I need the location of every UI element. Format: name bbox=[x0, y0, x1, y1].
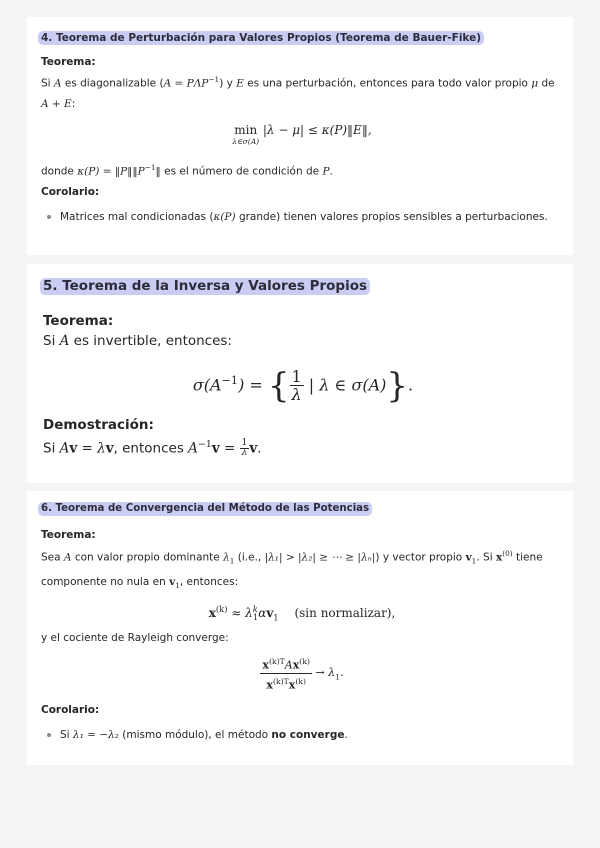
theorem-text: Sea A con valor propio dominante $\lambda_1$ (i.e., |λ₁| > |λ₂| ≥ ⋯ ≥ |λₙ|) y vector propio $v_1$. Si $x^{(0)}$ tiene componente no nula en $v_1$, entonces: bbox=[41, 549, 543, 590]
corollary-label: Corolario: bbox=[41, 704, 100, 717]
inverse-spectrum-formula: $\sigma(A^{-1})$ = { $\frac{1}{\lambda}$ | λ ∈ σ(A)}. bbox=[192, 365, 414, 406]
condition-number-text: donde $\kappa(P) = ‖P‖‖P^{-1}‖$ es el número de condición de P. bbox=[41, 162, 333, 177]
section-4-title: 4. Teorema de Perturbación para Valores Propios (Teorema de Bauer-Fike) bbox=[38, 31, 484, 45]
theorem-label: Teorema: bbox=[43, 313, 114, 329]
theorem-label: Teorema: bbox=[41, 529, 96, 541]
theorem-label: Teorema: bbox=[41, 56, 96, 68]
section-5-title: 5. Teorema de la Inversa y Valores Propios bbox=[40, 278, 370, 295]
section-5-card bbox=[27, 264, 573, 483]
diag-formula: A = PΛP bbox=[163, 77, 209, 90]
rayleigh-quotient-formula: $\frac{x^{(k)T}Ax^{(k)}}{x^{(k)T}x^{(k)}}$ → $\lambda_1$. bbox=[41, 654, 563, 692]
list-item: Si λ₁ = −λ₂ (mismo módulo), el método no converge. bbox=[41, 729, 563, 741]
section-6-card bbox=[27, 491, 573, 765]
corollary-label: Corolario: bbox=[41, 186, 100, 198]
rayleigh-text: y el cociente de Rayleigh converge: bbox=[41, 632, 229, 645]
power-iteration-formula: $x^{(k)} \approx \lambda^k_1\alpha v_1$ (sin normalizar), bbox=[208, 603, 396, 623]
eigen-ordering: |λ₁| > |λ₂| ≥ ⋯ ≥ |λₙ| bbox=[264, 551, 376, 564]
bauer-fike-formula: min λ∈σ(A) |λ − μ| ≤ κ(P)‖E‖, bbox=[232, 122, 372, 146]
proof-text: Si Av = λv, entonces $A^{-1}v$ = $\frac{1}{\lambda}$ v. bbox=[43, 438, 262, 458]
theorem-text: Si A es diagonalizable $(A = P\Lambda P^{-1})$ y E es una perturbación, entonces para todo valor propio μ de A + E: bbox=[41, 75, 555, 110]
section-6-title: 6. Teorema de Convergencia del Método de las Potencias bbox=[38, 502, 372, 516]
proof-label: Demostración: bbox=[43, 417, 154, 433]
theorem-text: Si A es invertible, entonces: bbox=[43, 333, 232, 349]
section-4-card bbox=[27, 17, 573, 255]
list-item: Matrices mal condicionadas (κ(P) grande) tienen valores propios sensibles a perturbaciones. bbox=[41, 211, 563, 223]
